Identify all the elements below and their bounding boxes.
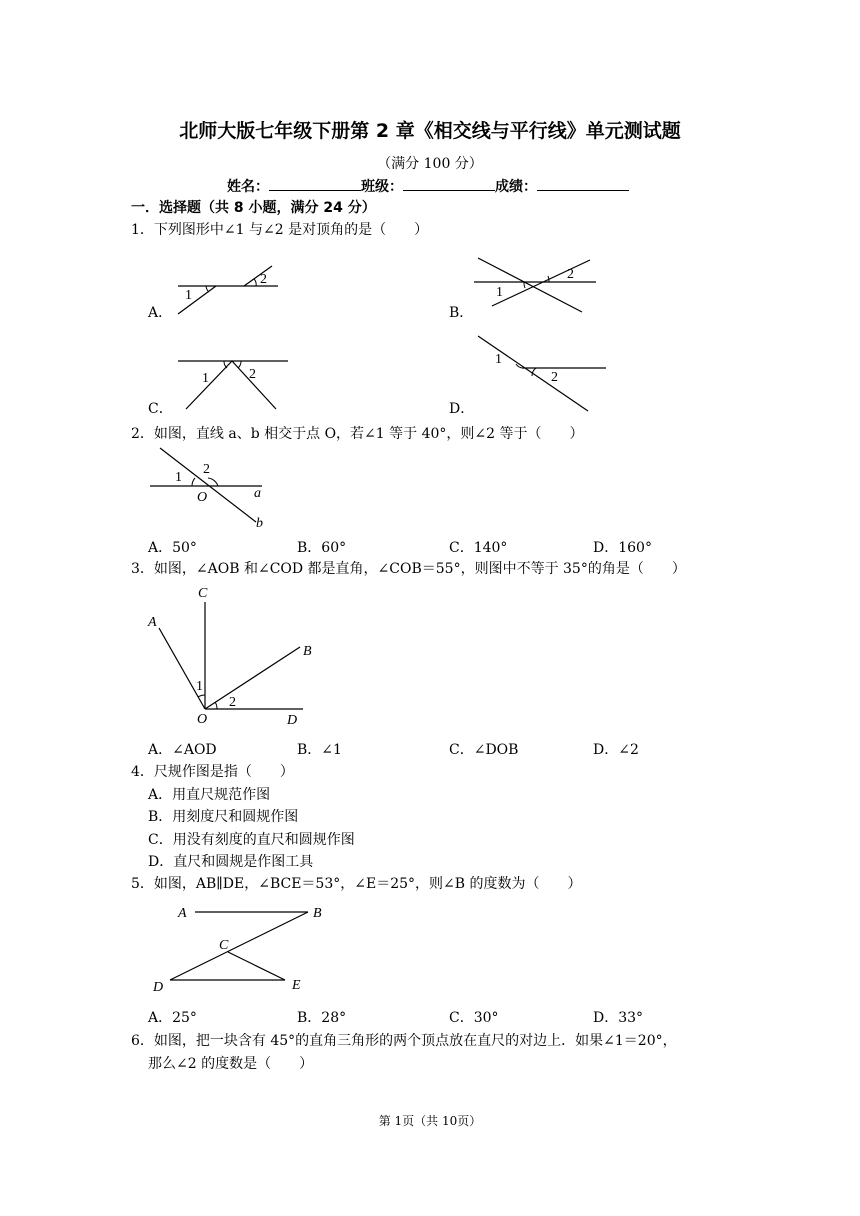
q3-point-a-label: A [148,615,157,630]
q5-stem: 5．如图，AB∥DE，∠BCE＝53°，∠E＝25°，则∠B 的度数为（ ） [131,876,582,892]
q6-stem-line2: 那么∠2 的度数是（ ） [148,1056,314,1072]
q2-angle1-label: 1 [175,470,182,485]
q3-stem: 3．如图，∠AOB 和∠COD 都是直角，∠COB＝55°，则图中不等于 35°的角是（ ） [131,561,686,577]
q2-stem: 2．如图，直线 a、b 相交于点 O，若∠1 等于 40°，则∠2 等于（ ） [131,426,584,442]
q1c-angle2-label: 2 [249,367,256,382]
section-heading: 一．选择题（共 8 小题，满分 24 分） [131,200,376,216]
q3-point-b-label: B [303,644,312,659]
q3-option-a: A．∠AOD [148,742,217,758]
q1a-angle1-label: 1 [185,288,192,303]
q1-figure-d [474,333,614,413]
class-label: 班级： [361,179,403,195]
q4-option-a: A．用直尺规范作图 [148,787,271,803]
page-title: 北师大版七年级下册第 2 章《相交线与平行线》单元测试题 [179,120,681,142]
q1-stem: 1．下列图形中∠1 与∠2 是对顶角的是（ ） [131,222,429,238]
class-blank [403,176,495,191]
q3-option-b: B．∠1 [297,742,342,758]
name-blank [269,176,361,191]
q3-angle1-label: 1 [196,679,203,694]
q5-point-b-label: B [313,906,322,921]
q5-point-a-label: A [178,906,187,921]
q1-option-d: D． [449,401,475,417]
q1c-angle1-label: 1 [202,371,209,386]
page-subtitle: （满分 100 分） [377,156,483,172]
score-blank [537,176,629,191]
q3-point-d-label: D [287,713,298,728]
q3-point-c-label: C [198,586,208,601]
q3-option-c: C．∠DOB [449,742,519,758]
q1-option-c: C． [148,401,173,417]
q3-angle2-label: 2 [229,695,236,710]
q6-stem-line1: 6．如图，把一块含有 45°的直角三角形的两个顶点放在直尺的对边上．如果∠1＝20°， [131,1033,677,1049]
q1d-angle2-label: 2 [551,370,558,385]
q4-option-b: B．用刻度尺和圆规作图 [148,809,299,825]
q3-point-o-label: O [197,712,208,727]
q2-point-o-label: O [197,490,208,505]
q5-point-c-label: C [219,938,229,953]
q1a-angle2-label: 2 [260,272,267,287]
q5-option-c: C．30° [449,1010,499,1026]
q2-option-b: B．60° [297,540,347,556]
q3-figure [145,582,325,727]
q2-figure [148,444,278,534]
q5-point-e-label: E [292,978,301,993]
q4-option-d: D．直尺和圆规是作图工具 [148,854,314,870]
q2-option-d: D．160° [593,540,652,556]
q1b-angle2-label: 2 [567,267,574,282]
q3-option-d: D．∠2 [593,742,639,758]
q1-option-b: B． [449,305,474,321]
q2-option-a: A．50° [148,540,197,556]
q5-figure [150,900,340,1000]
q5-option-d: D．33° [593,1010,644,1026]
q2-line-b-label: b [256,516,263,531]
q4-stem: 4．尺规作图是指（ ） [131,764,294,780]
q2-angle2-label: 2 [203,462,210,477]
page-footer: 第 1页（共 10页） [378,1114,482,1128]
student-info-line [227,176,629,196]
q1b-angle1-label: 1 [496,285,503,300]
q1-figure-b [472,254,602,314]
name-label: 姓名： [227,179,269,195]
q1d-angle1-label: 1 [495,352,502,367]
q5-point-d-label: D [153,980,164,995]
q2-line-a-label: a [254,486,261,501]
q5-option-b: B．28° [297,1010,347,1026]
q5-option-a: A．25° [148,1010,197,1026]
q1-option-a: A． [148,305,173,321]
score-label: 成绩： [495,179,537,195]
q2-option-c: C．140° [449,540,508,556]
q4-option-c: C．用没有刻度的直尺和圆规作图 [148,832,355,848]
q1-figure-a [170,262,290,322]
q1-figure-c [172,355,292,415]
